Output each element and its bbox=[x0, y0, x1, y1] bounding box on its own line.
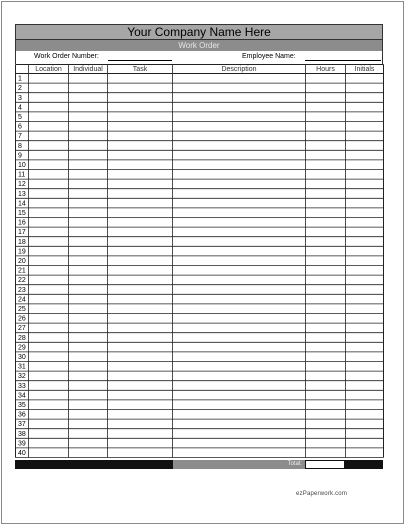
row-number: 40 bbox=[18, 450, 26, 457]
row-number: 36 bbox=[18, 411, 26, 419]
row-number: 4 bbox=[18, 104, 22, 112]
column-header-initials: Initials bbox=[354, 66, 375, 73]
row-number: 2 bbox=[18, 85, 22, 93]
total-hours-field[interactable] bbox=[305, 460, 345, 469]
employee-name-label: Employee Name: bbox=[242, 53, 296, 60]
row-number: 12 bbox=[18, 181, 26, 189]
row-number: 34 bbox=[18, 392, 26, 400]
work-order-number-field[interactable] bbox=[108, 60, 172, 61]
column-header-description: Description bbox=[221, 66, 257, 73]
row-number: 5 bbox=[18, 114, 22, 121]
row-number: 1 bbox=[18, 75, 22, 83]
work-order-number-label: Work Order Number: bbox=[34, 53, 99, 60]
total-label: Total: bbox=[173, 460, 305, 469]
row-number: 33 bbox=[18, 382, 26, 390]
row-number: 35 bbox=[18, 402, 26, 409]
row-number: 23 bbox=[18, 286, 26, 294]
column-header-location: Location bbox=[35, 66, 62, 73]
row-number: 18 bbox=[18, 238, 26, 246]
row-number: 22 bbox=[18, 277, 26, 285]
column-header-hours: Hours bbox=[316, 66, 335, 73]
row-number: 28 bbox=[18, 334, 26, 342]
row-number: 15 bbox=[18, 210, 26, 217]
row-number: 38 bbox=[18, 430, 26, 438]
form-fields-row bbox=[15, 51, 383, 64]
employee-name-field[interactable] bbox=[305, 60, 381, 61]
column-header-task: Task bbox=[132, 66, 148, 73]
row-number: 20 bbox=[18, 258, 26, 265]
row-number: 3 bbox=[18, 94, 22, 102]
footer-black-end bbox=[345, 460, 383, 469]
row-number: 27 bbox=[18, 325, 26, 333]
row-number: 31 bbox=[18, 363, 26, 371]
row-number: 32 bbox=[18, 373, 26, 381]
row-number: 19 bbox=[18, 248, 26, 256]
footer-black-bar bbox=[15, 460, 173, 469]
row-number: 26 bbox=[18, 315, 26, 323]
row-number: 13 bbox=[18, 190, 26, 198]
company-name-header: Your Company Name Here bbox=[15, 24, 383, 40]
row-number: 6 bbox=[18, 123, 22, 131]
table-footer bbox=[15, 460, 383, 469]
row-number: 10 bbox=[18, 162, 26, 169]
work-order-table bbox=[15, 64, 384, 461]
row-number: 9 bbox=[18, 152, 22, 160]
row-number: 37 bbox=[18, 421, 26, 429]
row-number: 7 bbox=[18, 133, 22, 141]
row-number: 11 bbox=[18, 171, 26, 179]
row-number: 21 bbox=[18, 267, 26, 275]
row-number: 25 bbox=[18, 306, 26, 313]
row-number: 8 bbox=[18, 142, 22, 150]
row-number: 39 bbox=[18, 440, 26, 448]
column-header-individual: Individual bbox=[73, 66, 103, 73]
row-number: 24 bbox=[18, 296, 26, 304]
brand-watermark: ezPaperwork.com bbox=[296, 491, 348, 497]
row-number: 16 bbox=[18, 219, 26, 227]
row-number: 30 bbox=[18, 354, 26, 361]
row-number: 14 bbox=[18, 200, 26, 208]
row-number: 29 bbox=[18, 344, 26, 352]
work-order-subtitle: Work Order bbox=[15, 40, 383, 51]
row-number: 17 bbox=[18, 229, 26, 237]
